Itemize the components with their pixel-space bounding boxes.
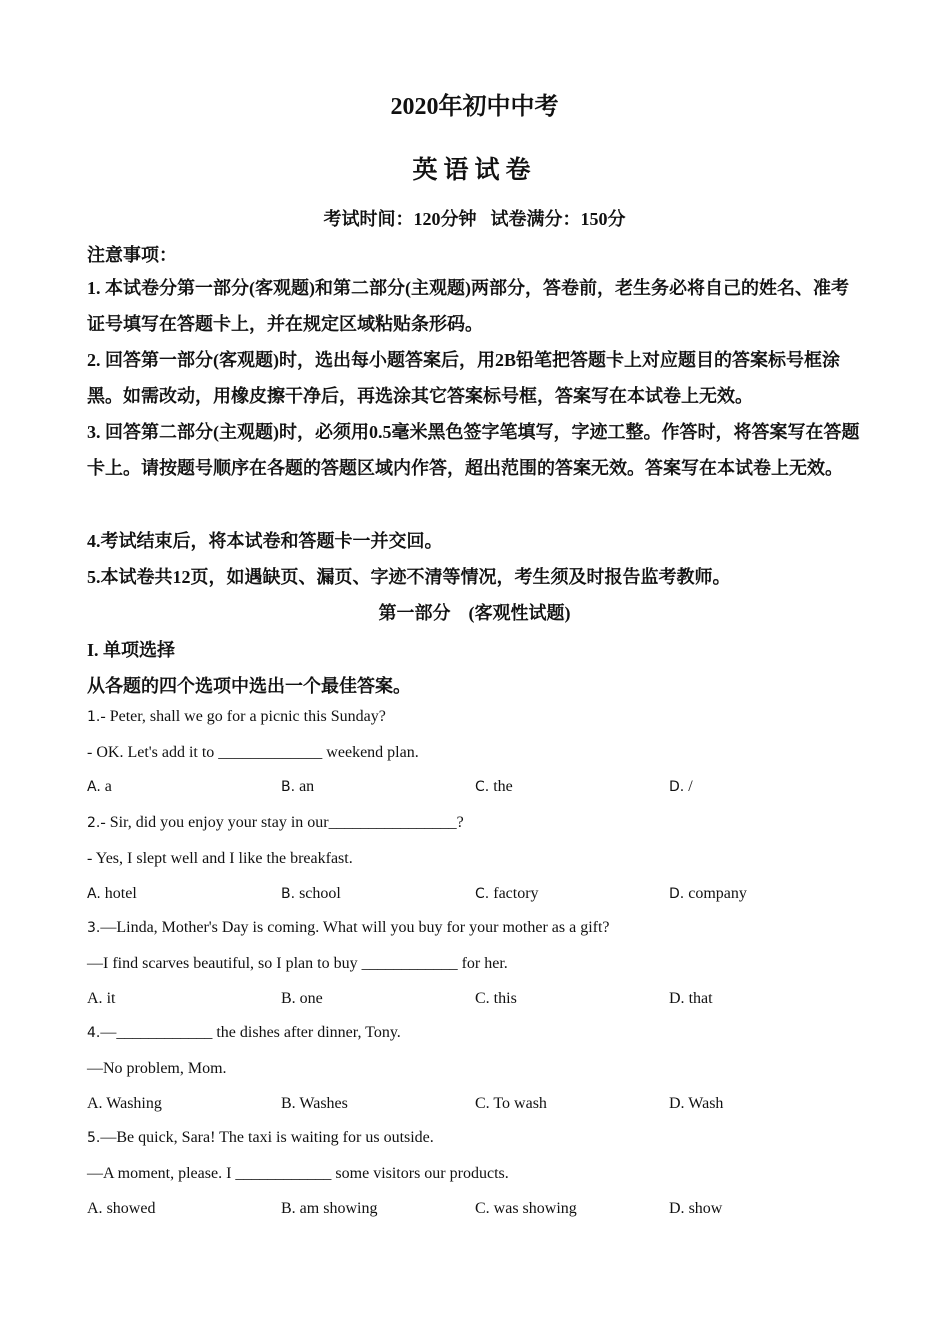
page-title: 2020年初中中考	[390, 94, 559, 120]
option-text: was showing	[493, 1200, 577, 1217]
question-1-option-a	[87, 778, 112, 796]
option-letter: D.	[669, 886, 685, 902]
option-letter: B.	[281, 1095, 296, 1112]
section-instruction: 从各题的四个选项中选出一个最佳答案。	[87, 676, 411, 696]
question-4-option-c	[475, 1095, 547, 1113]
option-letter: C.	[475, 886, 490, 902]
option-letter: C.	[475, 1095, 490, 1112]
question-number: 2.	[87, 815, 101, 831]
notice-title: 注意事项：	[87, 245, 177, 265]
option-text: show	[688, 1200, 723, 1217]
option-text: hotel	[104, 885, 137, 902]
exam-time: 考试时间：120分钟	[323, 209, 477, 229]
question-text: —Be quick, Sara! The taxi is waiting for us outside.	[100, 1129, 434, 1146]
option-letter: C.	[475, 1200, 490, 1217]
question-3-line-2: —I find scarves beautiful, so I plan to buy ____________ for her.	[87, 955, 508, 972]
notice-item-4: 4.考试结束后，将本试卷和答题卡一并交回。	[87, 531, 443, 551]
question-4-line-1	[87, 1024, 401, 1042]
notice-item-2: 2. 回答第一部分(客观题)时，选出每小题答案后，用2B铅笔把答题卡上对应题目的答案标号框涂黑。如需改动，用橡皮擦干净后，再选涂其它答案标号框，答案写在本试卷上无效。	[87, 350, 840, 406]
question-2-option-c	[475, 885, 539, 903]
part-one-title: 第一部分 (客观性试题)	[378, 603, 571, 623]
question-text: - Sir, did you enjoy your stay in our________________?	[100, 814, 464, 831]
question-number: 4.	[87, 1025, 101, 1041]
option-letter: A.	[87, 779, 101, 795]
option-text: a	[104, 778, 112, 795]
option-letter: B.	[281, 1200, 296, 1217]
option-text: one	[299, 990, 323, 1007]
option-letter: A.	[87, 1200, 103, 1217]
section-heading: I. 单项选择	[87, 640, 176, 660]
exam-info	[87, 205, 862, 231]
question-1-option-d	[669, 778, 693, 796]
option-letter: B.	[281, 779, 296, 795]
question-1-line-1	[87, 708, 386, 726]
option-letter: D.	[669, 1095, 685, 1112]
question-5-option-b	[281, 1200, 377, 1218]
question-2-line-1	[87, 814, 464, 832]
question-3-option-d	[669, 990, 713, 1008]
option-letter: B.	[281, 886, 296, 902]
question-5-line-2: —A moment, please. I ____________ some visitors our products.	[87, 1165, 509, 1182]
question-5-option-d	[669, 1200, 722, 1218]
question-4-option-a	[87, 1095, 162, 1113]
question-number: 3.	[87, 920, 101, 936]
question-4-option-d	[669, 1095, 723, 1113]
question-2-option-a	[87, 885, 137, 903]
question-4-option-b	[281, 1095, 348, 1113]
option-letter: A.	[87, 886, 101, 902]
option-text: school	[299, 885, 341, 902]
question-text: —____________ the dishes after dinner, Tony.	[100, 1024, 401, 1041]
question-1-option-b	[281, 778, 314, 796]
question-text: —Linda, Mother's Day is coming. What will you buy for your mother as a gift?	[100, 919, 610, 936]
option-text: am showing	[299, 1200, 378, 1217]
question-2-line-2: - Yes, I slept well and I like the breakfast.	[87, 850, 353, 867]
option-letter: C.	[475, 990, 490, 1007]
option-text: Washes	[299, 1095, 348, 1112]
option-letter: A.	[87, 990, 103, 1007]
question-3-line-1	[87, 919, 610, 937]
question-1-option-c	[475, 778, 513, 796]
option-letter: A.	[87, 1095, 103, 1112]
option-text: Washing	[106, 1095, 162, 1112]
question-2-option-d	[669, 885, 747, 903]
question-2-option-b	[281, 885, 341, 903]
subject-title: 英语试卷	[412, 157, 537, 184]
option-text: factory	[493, 885, 539, 902]
option-text: /	[688, 778, 693, 795]
question-text: - Peter, shall we go for a picnic this Sunday?	[100, 708, 386, 725]
question-3-option-b	[281, 990, 323, 1008]
option-letter: C.	[475, 779, 490, 795]
option-text: Wash	[688, 1095, 724, 1112]
notice-item-1: 1. 本试卷分第一部分(客观题)和第二部分(主观题)两部分，答卷前，老生务必将自己的姓名、准考证号填写在答题卡上，并在规定区域粘贴条形码。	[87, 278, 849, 334]
full-score: 试卷满分：150分	[490, 209, 626, 229]
question-number: 5.	[87, 1130, 101, 1146]
option-text: it	[106, 990, 116, 1007]
question-3-option-a	[87, 990, 115, 1008]
question-5-option-c	[475, 1200, 577, 1218]
option-text: an	[299, 778, 315, 795]
option-letter: D.	[669, 990, 685, 1007]
option-text: the	[493, 778, 513, 795]
question-1-line-2: - OK. Let's add it to _____________ weekend plan.	[87, 744, 419, 761]
option-text: this	[493, 990, 517, 1007]
option-letter: B.	[281, 990, 296, 1007]
option-text: company	[688, 885, 747, 902]
option-letter: D.	[669, 779, 685, 795]
option-text: To wash	[493, 1095, 547, 1112]
question-4-line-2: —No problem, Mom.	[87, 1060, 227, 1077]
option-text: showed	[106, 1200, 156, 1217]
notice-item-3: 3. 回答第二部分(主观题)时，必须用0.5毫米黑色签字笔填写，字迹工整。作答时，将答案写在答题卡上。请按题号顺序在各题的答题区域内作答，超出范围的答案无效。答案写在本试卷上无效。	[87, 422, 860, 478]
notice-item-5: 5.本试卷共12页，如遇缺页、漏页、字迹不清等情况，考生须及时报告监考教师。	[87, 567, 731, 587]
question-5-line-1	[87, 1129, 434, 1147]
option-letter: D.	[669, 1200, 685, 1217]
question-3-option-c	[475, 990, 517, 1008]
option-text: that	[688, 990, 713, 1007]
question-5-option-a	[87, 1200, 155, 1218]
question-number: 1.	[87, 709, 101, 725]
